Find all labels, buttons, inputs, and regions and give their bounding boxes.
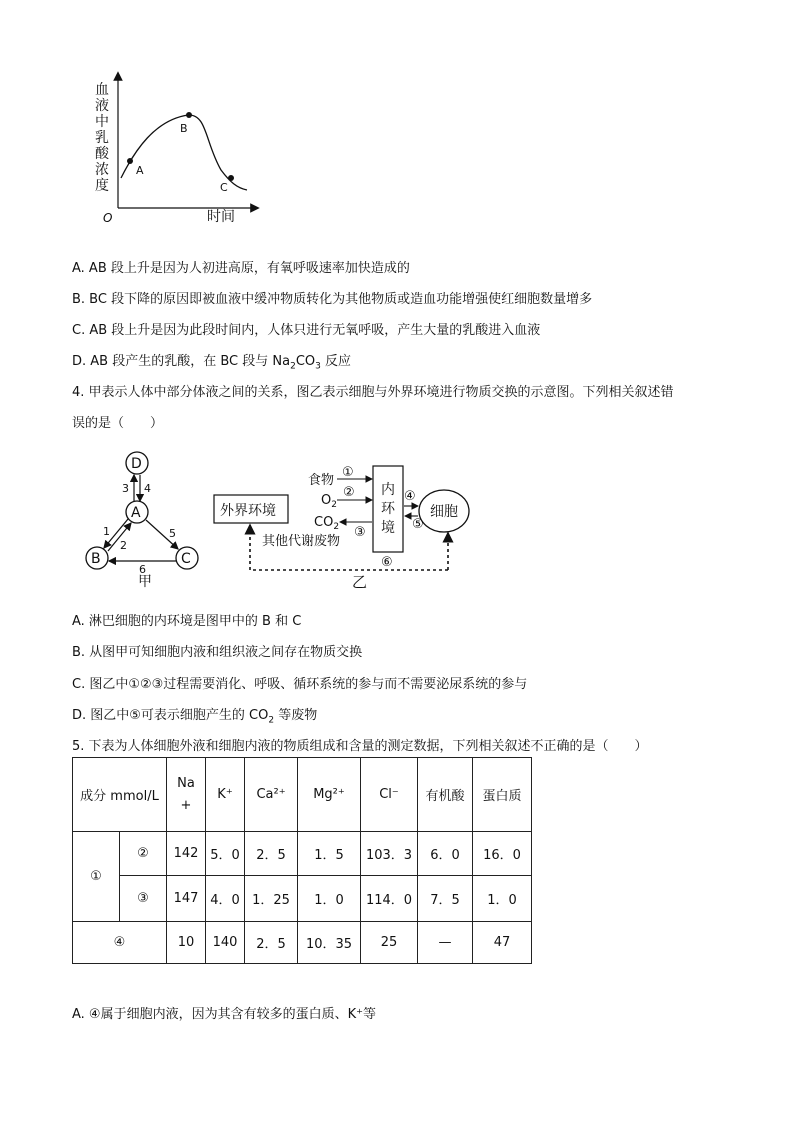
table-cell: 1．0	[473, 876, 532, 922]
header-protein: 蛋白质	[473, 758, 532, 832]
table-cell: 1．5	[298, 832, 361, 876]
svg-text:乳: 乳	[95, 130, 109, 146]
table-cell: 25	[361, 922, 418, 964]
table-cell: 1．0	[298, 876, 361, 922]
header-mg: Mg²⁺	[298, 758, 361, 832]
q4-option-d	[72, 704, 317, 726]
table-cell: 10．35	[298, 922, 361, 964]
row-label: ④	[73, 922, 167, 964]
group-label-cell: ①	[73, 832, 120, 922]
header-organic-acid: 有机酸	[418, 758, 473, 832]
table-row	[73, 922, 532, 964]
label-n6: ⑥	[381, 555, 393, 570]
q4-option-a: A. 淋巴细胞的内环境是图甲中的 B 和 C	[72, 614, 302, 629]
node-a-label: A	[131, 505, 141, 521]
lactic-acid-graph	[85, 70, 265, 230]
header-na	[167, 758, 206, 832]
svg-text:酸: 酸	[95, 146, 109, 162]
table-cell: 4．0	[206, 876, 245, 922]
inner-env-char-3: 境	[381, 520, 395, 536]
q3-option-d-sub2: 3	[315, 361, 321, 372]
composition-table	[72, 757, 532, 964]
figure-yi-caption: 乙	[352, 573, 368, 590]
figure-jia	[80, 448, 205, 588]
point-a-label: A	[136, 164, 144, 177]
arrow-4-label: 4	[144, 482, 151, 495]
node-c-label: C	[181, 551, 191, 567]
table-cell: —	[418, 922, 473, 964]
q5-option-a: A. ④属于细胞内液，因为其含有较多的蛋白质、K⁺等	[72, 1007, 376, 1022]
row-label: ②	[120, 832, 167, 876]
food-label: 食物	[308, 473, 335, 488]
svg-text:液: 液	[95, 98, 109, 114]
table-cell: 114．0	[361, 876, 418, 922]
label-n4: ④	[404, 489, 416, 504]
q3-option-d-sub1: 2	[290, 361, 296, 372]
q5-stem: 5. 下表为人体细胞外液和细胞内液的物质组成和含量的测定数据，下列相关叙述不正确的是（ ）	[72, 739, 648, 754]
table-cell: 2．5	[245, 922, 298, 964]
outer-environment-label: 外界环境	[220, 503, 276, 519]
table-cell: 10	[167, 922, 206, 964]
svg-text:中: 中	[95, 114, 109, 130]
arrow-2-label: 2	[120, 539, 127, 552]
table-cell: 7．5	[418, 876, 473, 922]
q3-option-a: A. AB 段上升是因为人初进高原，有氧呼吸速率加快造成的	[72, 261, 410, 276]
q4-stem-line2: 误的是（ ）	[72, 416, 164, 431]
header-component: 成分 mmol/L	[73, 758, 167, 832]
table-cell: 16．0	[473, 832, 532, 876]
table-cell: 2．5	[245, 832, 298, 876]
table-cell: 140	[206, 922, 245, 964]
q4-option-c: C. 图乙中①②③过程需要消化、呼吸、循环系统的参与而不需要泌尿系统的参与	[72, 677, 528, 692]
q4-option-d-sub: 2	[268, 715, 275, 726]
label-n5: ⑤	[412, 517, 424, 532]
co2-label: $CO_2$	[314, 515, 340, 532]
q4-option-d-text: D. 图乙中⑤可表示细胞产生的 CO	[72, 708, 269, 723]
point-b	[186, 112, 192, 118]
row-label: ③	[120, 876, 167, 922]
waste-label: 其他代谢废物	[262, 534, 341, 549]
table-cell: 5．0	[206, 832, 245, 876]
table-cell: 6．0	[418, 832, 473, 876]
node-b-label: B	[91, 551, 101, 567]
label-n3: ③	[354, 525, 366, 540]
table-cell: 47	[473, 922, 532, 964]
origin-label: O	[103, 211, 113, 225]
point-b-label: B	[180, 122, 188, 135]
q3-option-c: C. AB 段上升是因为此段时间内，人体只进行无氧呼吸，产生大量的乳酸进入血液	[72, 323, 541, 338]
table-header-row	[73, 758, 532, 832]
o2-label: $O_2$	[321, 493, 337, 510]
cell-label: 细胞	[430, 504, 458, 520]
header-na-bottom: +	[180, 797, 192, 813]
q3-option-d-mid: CO	[295, 354, 316, 369]
q3-option-b: B. BC 段下降的原因即被血液中缓冲物质转化为其他物质或造血功能增强使红细胞数量增多	[72, 292, 593, 307]
table-row	[73, 876, 532, 922]
point-a	[127, 158, 133, 164]
node-d-label: D	[131, 456, 142, 472]
q3-option-d-text: D. AB 段产生的乳酸，在 BC 段与 Na	[72, 354, 291, 369]
q3-option-d-post: 反应	[320, 354, 351, 369]
arrow-6-label: 6	[139, 563, 146, 576]
svg-text:血: 血	[95, 82, 109, 98]
header-cl: Cl⁻	[361, 758, 418, 832]
arrow-1-label: 1	[103, 525, 110, 538]
inner-env-char-1: 内	[381, 482, 395, 498]
header-na-top: Na	[177, 775, 195, 791]
label-n1: ①	[342, 465, 354, 480]
table-cell: 147	[167, 876, 206, 922]
inner-env-char-2: 环	[381, 501, 395, 517]
table-row	[73, 832, 532, 876]
arrow-3-label: 3	[122, 482, 129, 495]
header-k: K⁺	[206, 758, 245, 832]
point-c	[228, 175, 234, 181]
table-cell: 103．3	[361, 832, 418, 876]
figure-jia-caption: 甲	[138, 574, 152, 588]
arrow-5-label: 5	[169, 527, 176, 540]
table-cell: 142	[167, 832, 206, 876]
label-n2: ②	[343, 485, 355, 500]
q3-option-d	[72, 350, 351, 372]
y-axis-label	[95, 82, 110, 194]
q4-option-b: B. 从图甲可知细胞内液和组织液之间存在物质交换	[72, 645, 363, 660]
x-axis-label: 时间	[207, 209, 235, 225]
table-cell: 1．25	[245, 876, 298, 922]
svg-text:浓: 浓	[95, 162, 109, 178]
svg-text:度: 度	[95, 178, 109, 194]
q4-stem-line1: 4. 甲表示人体中部分体液之间的关系，图乙表示细胞与外界环境进行物质交换的示意图。下列相关叙述错	[72, 385, 674, 400]
point-c-label: C	[220, 181, 228, 194]
q4-option-d-post: 等废物	[274, 708, 318, 723]
figure-yi	[210, 460, 490, 590]
header-ca: Ca²⁺	[245, 758, 298, 832]
